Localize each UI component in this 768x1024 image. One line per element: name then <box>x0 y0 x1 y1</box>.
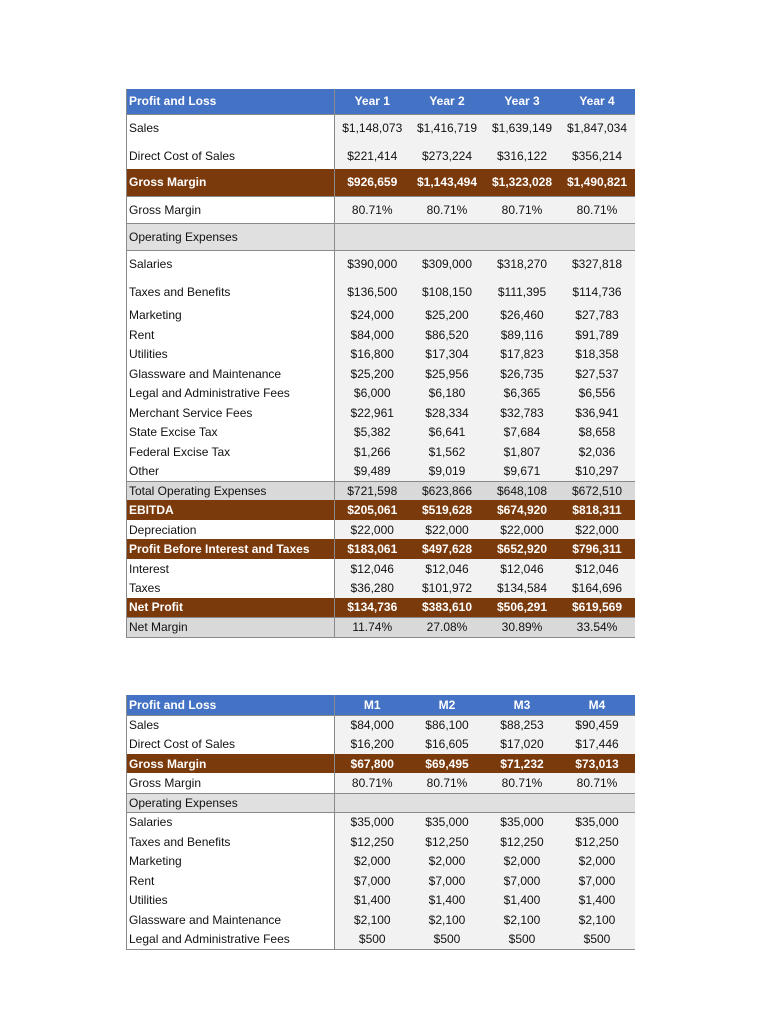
table-row <box>127 364 635 383</box>
row-label: Interest <box>127 559 335 578</box>
row-value: $1,416,719 <box>410 114 485 142</box>
row-value: $6,556 <box>560 383 635 403</box>
row-value: $1,143,494 <box>410 169 485 196</box>
table-row <box>127 910 635 929</box>
row-value: $88,253 <box>485 715 560 734</box>
table-row <box>127 734 635 754</box>
row-value: $9,671 <box>485 461 560 481</box>
row-value: $36,280 <box>335 578 410 598</box>
table-row <box>127 715 635 734</box>
row-value: $7,000 <box>485 871 560 890</box>
row-value: $25,200 <box>335 364 410 383</box>
table-row <box>127 403 635 422</box>
row-label: Direct Cost of Sales <box>127 734 335 754</box>
row-label: Gross Margin <box>127 754 335 773</box>
row-value: $318,270 <box>485 250 560 278</box>
table-row <box>127 793 635 812</box>
row-value: $6,365 <box>485 383 560 403</box>
row-value: $7,684 <box>485 422 560 442</box>
row-value: $67,800 <box>335 754 410 773</box>
row-value: $1,807 <box>485 442 560 461</box>
row-label: Marketing <box>127 851 335 871</box>
row-value <box>560 223 635 250</box>
row-value: $2,036 <box>560 442 635 461</box>
row-value <box>560 793 635 812</box>
row-label: Rent <box>127 325 335 344</box>
row-value: $17,020 <box>485 734 560 754</box>
row-value: $22,000 <box>410 520 485 539</box>
row-value: $90,459 <box>560 715 635 734</box>
table-row <box>127 278 635 305</box>
row-value: $796,311 <box>560 539 635 559</box>
row-value: $6,000 <box>335 383 410 403</box>
row-label: Other <box>127 461 335 481</box>
row-value: $818,311 <box>560 500 635 520</box>
row-value: 80.71% <box>410 773 485 793</box>
row-value: $89,116 <box>485 325 560 344</box>
row-value: $2,100 <box>335 910 410 929</box>
row-value: $497,628 <box>410 539 485 559</box>
row-value: $7,000 <box>335 871 410 890</box>
row-value: $5,382 <box>335 422 410 442</box>
table-row <box>127 851 635 871</box>
row-value <box>410 223 485 250</box>
row-value: 80.71% <box>485 773 560 793</box>
row-value: $18,358 <box>560 344 635 364</box>
row-value: $721,598 <box>335 481 410 500</box>
row-value: $26,735 <box>485 364 560 383</box>
row-value: 30.89% <box>485 617 560 637</box>
row-value: $17,823 <box>485 344 560 364</box>
row-value: $506,291 <box>485 598 560 617</box>
row-value: $32,783 <box>485 403 560 422</box>
row-value: $500 <box>410 929 485 949</box>
row-value: 80.71% <box>410 196 485 223</box>
table-row <box>127 559 635 578</box>
row-value: 80.71% <box>560 773 635 793</box>
row-value: $1,400 <box>410 890 485 910</box>
row-label: Sales <box>127 715 335 734</box>
row-value: $500 <box>335 929 410 949</box>
row-value: $28,334 <box>410 403 485 422</box>
row-value: $1,400 <box>485 890 560 910</box>
row-value: $309,000 <box>410 250 485 278</box>
row-value: $9,019 <box>410 461 485 481</box>
row-value: $7,000 <box>560 871 635 890</box>
table-row <box>127 461 635 481</box>
row-value: $1,266 <box>335 442 410 461</box>
row-value: $205,061 <box>335 500 410 520</box>
row-value: $22,000 <box>560 520 635 539</box>
row-value: $101,972 <box>410 578 485 598</box>
row-value: $69,495 <box>410 754 485 773</box>
row-label: Gross Margin <box>127 773 335 793</box>
table-body <box>127 89 635 637</box>
row-value: $108,150 <box>410 278 485 305</box>
row-label: Taxes and Benefits <box>127 832 335 851</box>
row-label: Operating Expenses <box>127 223 335 250</box>
table-header-row <box>127 89 635 114</box>
row-value: $26,460 <box>485 305 560 325</box>
row-label: Taxes and Benefits <box>127 278 335 305</box>
row-value: $86,520 <box>410 325 485 344</box>
row-label: Rent <box>127 871 335 890</box>
row-value: $134,736 <box>335 598 410 617</box>
row-value: $24,000 <box>335 305 410 325</box>
row-value: $12,046 <box>335 559 410 578</box>
row-label: Depreciation <box>127 520 335 539</box>
row-value <box>410 793 485 812</box>
table-row <box>127 500 635 520</box>
row-value: $1,400 <box>560 890 635 910</box>
row-value <box>335 793 410 812</box>
row-value: $136,500 <box>335 278 410 305</box>
row-label: EBITDA <box>127 500 335 520</box>
row-value: $2,000 <box>485 851 560 871</box>
row-value: $1,490,821 <box>560 169 635 196</box>
header-column: Year 3 <box>485 89 560 114</box>
table-row <box>127 442 635 461</box>
row-value: $2,100 <box>485 910 560 929</box>
row-value: $619,569 <box>560 598 635 617</box>
table-body <box>127 695 635 949</box>
row-value: $22,000 <box>335 520 410 539</box>
row-value: $134,584 <box>485 578 560 598</box>
table-row <box>127 754 635 773</box>
row-value: $114,736 <box>560 278 635 305</box>
row-value: $27,783 <box>560 305 635 325</box>
row-value: $9,489 <box>335 461 410 481</box>
table-row <box>127 929 635 949</box>
row-value: $672,510 <box>560 481 635 500</box>
row-value: $519,628 <box>410 500 485 520</box>
row-value: $623,866 <box>410 481 485 500</box>
row-value: $111,395 <box>485 278 560 305</box>
row-label: Profit Before Interest and Taxes <box>127 539 335 559</box>
row-value: $12,250 <box>560 832 635 851</box>
header-column: M1 <box>335 695 410 715</box>
table-row <box>127 196 635 223</box>
profit-loss-yearly-table <box>126 89 635 638</box>
row-value: $221,414 <box>335 142 410 169</box>
row-value: $16,800 <box>335 344 410 364</box>
row-value: $17,304 <box>410 344 485 364</box>
row-label: Direct Cost of Sales <box>127 142 335 169</box>
table-row <box>127 383 635 403</box>
row-value: $22,000 <box>485 520 560 539</box>
row-value: $183,061 <box>335 539 410 559</box>
table-row <box>127 871 635 890</box>
header-column: Year 1 <box>335 89 410 114</box>
row-label: Salaries <box>127 250 335 278</box>
table-row <box>127 305 635 325</box>
row-value: $36,941 <box>560 403 635 422</box>
row-label: Net Profit <box>127 598 335 617</box>
row-value: $7,000 <box>410 871 485 890</box>
row-value: $2,100 <box>410 910 485 929</box>
header-column: Year 2 <box>410 89 485 114</box>
row-value: 27.08% <box>410 617 485 637</box>
row-label: Salaries <box>127 812 335 832</box>
row-value: $2,000 <box>560 851 635 871</box>
row-value: $35,000 <box>410 812 485 832</box>
row-value: $273,224 <box>410 142 485 169</box>
row-value: $1,847,034 <box>560 114 635 142</box>
table-row <box>127 832 635 851</box>
row-value: $84,000 <box>335 715 410 734</box>
table-row <box>127 539 635 559</box>
table-row <box>127 169 635 196</box>
row-value: 80.71% <box>335 196 410 223</box>
row-value: $12,250 <box>410 832 485 851</box>
table-row <box>127 578 635 598</box>
row-label: Legal and Administrative Fees <box>127 929 335 949</box>
row-value: 80.71% <box>560 196 635 223</box>
row-value: $71,232 <box>485 754 560 773</box>
row-value: $1,148,073 <box>335 114 410 142</box>
row-value: $17,446 <box>560 734 635 754</box>
table-row <box>127 890 635 910</box>
row-value: $73,013 <box>560 754 635 773</box>
header-column: Year 4 <box>560 89 635 114</box>
row-value: $12,250 <box>335 832 410 851</box>
table-row <box>127 773 635 793</box>
row-value: $2,100 <box>560 910 635 929</box>
header-title: Profit and Loss <box>127 89 335 114</box>
row-value: $2,000 <box>335 851 410 871</box>
table-row <box>127 114 635 142</box>
row-value: $390,000 <box>335 250 410 278</box>
table-row <box>127 617 635 637</box>
row-value: $35,000 <box>335 812 410 832</box>
row-label: Utilities <box>127 344 335 364</box>
row-value: $164,696 <box>560 578 635 598</box>
row-label: Taxes <box>127 578 335 598</box>
row-value: $8,658 <box>560 422 635 442</box>
table-row <box>127 325 635 344</box>
row-value: $500 <box>485 929 560 949</box>
row-label: Net Margin <box>127 617 335 637</box>
row-label: Sales <box>127 114 335 142</box>
header-title: Profit and Loss <box>127 695 335 715</box>
row-label: Gross Margin <box>127 169 335 196</box>
row-value <box>485 223 560 250</box>
row-value: $25,200 <box>410 305 485 325</box>
row-label: State Excise Tax <box>127 422 335 442</box>
row-value: 80.71% <box>485 196 560 223</box>
header-column: M3 <box>485 695 560 715</box>
row-value: $1,323,028 <box>485 169 560 196</box>
row-value: $316,122 <box>485 142 560 169</box>
header-column: M4 <box>560 695 635 715</box>
row-value: $25,956 <box>410 364 485 383</box>
row-value: $16,200 <box>335 734 410 754</box>
row-label: Glassware and Maintenance <box>127 910 335 929</box>
row-label: Total Operating Expenses <box>127 481 335 500</box>
row-label: Gross Margin <box>127 196 335 223</box>
table-row <box>127 250 635 278</box>
row-value: $2,000 <box>410 851 485 871</box>
row-value <box>335 223 410 250</box>
row-value: $356,214 <box>560 142 635 169</box>
profit-loss-monthly-table <box>126 695 635 950</box>
row-value: $6,180 <box>410 383 485 403</box>
row-value: $84,000 <box>335 325 410 344</box>
table-row <box>127 422 635 442</box>
row-value: $500 <box>560 929 635 949</box>
row-value: $12,046 <box>485 559 560 578</box>
row-value: $27,537 <box>560 364 635 383</box>
row-value: $12,046 <box>560 559 635 578</box>
row-value: $674,920 <box>485 500 560 520</box>
row-label: Legal and Administrative Fees <box>127 383 335 403</box>
row-value: $22,961 <box>335 403 410 422</box>
row-label: Glassware and Maintenance <box>127 364 335 383</box>
row-value: $327,818 <box>560 250 635 278</box>
table-row <box>127 812 635 832</box>
row-label: Marketing <box>127 305 335 325</box>
table-row <box>127 344 635 364</box>
row-value: $383,610 <box>410 598 485 617</box>
row-value: $12,046 <box>410 559 485 578</box>
row-value: $16,605 <box>410 734 485 754</box>
table-row <box>127 223 635 250</box>
row-value: 11.74% <box>335 617 410 637</box>
row-value: $35,000 <box>485 812 560 832</box>
row-label: Merchant Service Fees <box>127 403 335 422</box>
row-value: $6,641 <box>410 422 485 442</box>
row-value: 33.54% <box>560 617 635 637</box>
row-label: Operating Expenses <box>127 793 335 812</box>
table-row <box>127 142 635 169</box>
row-value: $10,297 <box>560 461 635 481</box>
row-value: $652,920 <box>485 539 560 559</box>
row-value: $12,250 <box>485 832 560 851</box>
row-label: Federal Excise Tax <box>127 442 335 461</box>
table-header-row <box>127 695 635 715</box>
row-value <box>485 793 560 812</box>
row-value: $1,639,149 <box>485 114 560 142</box>
table-row <box>127 481 635 500</box>
header-column: M2 <box>410 695 485 715</box>
row-value: $926,659 <box>335 169 410 196</box>
row-value: $1,400 <box>335 890 410 910</box>
row-value: $648,108 <box>485 481 560 500</box>
table-row <box>127 520 635 539</box>
row-label: Utilities <box>127 890 335 910</box>
row-value: 80.71% <box>335 773 410 793</box>
row-value: $91,789 <box>560 325 635 344</box>
row-value: $1,562 <box>410 442 485 461</box>
row-value: $86,100 <box>410 715 485 734</box>
row-value: $35,000 <box>560 812 635 832</box>
table-row <box>127 598 635 617</box>
